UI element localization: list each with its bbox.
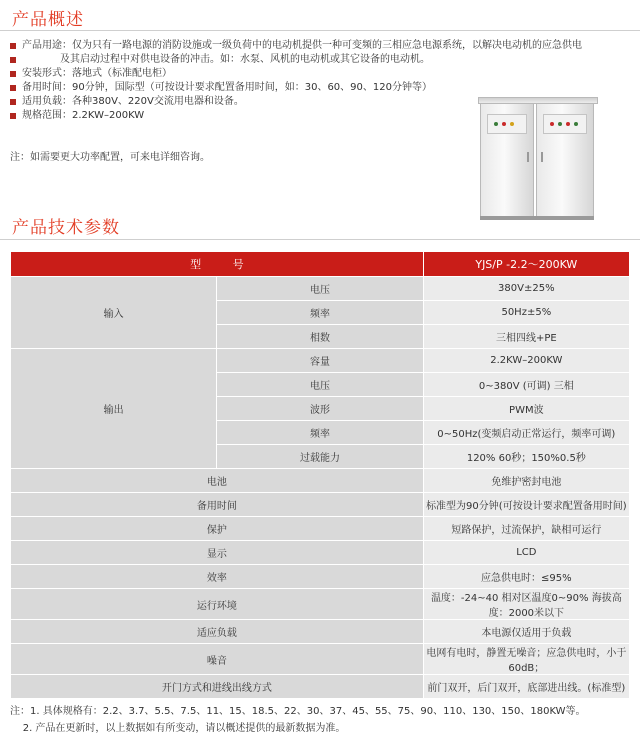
param-value: 免维护密封电池 xyxy=(423,469,629,493)
header-model-value: YJS/P -2.2～200KW xyxy=(423,252,629,277)
param-name: 过载能力 xyxy=(217,445,423,469)
table-row xyxy=(11,517,630,541)
table-row xyxy=(11,349,630,373)
table-row xyxy=(11,620,630,644)
table-row xyxy=(11,469,630,493)
group-output-label: 输出 xyxy=(11,349,217,469)
indicator-light xyxy=(550,122,554,126)
param-value: 应急供电时：≤95% xyxy=(423,565,629,589)
cabinet-right-door xyxy=(536,103,594,217)
table-row xyxy=(11,493,630,517)
power-cabinet-image xyxy=(478,97,598,222)
param-value: 380V±25% xyxy=(423,277,629,301)
cabinet-handle xyxy=(541,152,543,162)
header-model-label: 型 号 xyxy=(11,252,424,277)
overview-item-load: 适用负载：各种380V、220V交流用电器和设备。 xyxy=(10,95,620,109)
cabinet-left-door xyxy=(480,103,534,217)
table-row xyxy=(11,277,630,301)
indicator-light xyxy=(510,122,514,126)
indicator-light xyxy=(558,122,562,126)
cabinet-handle xyxy=(527,152,529,162)
indicator-light xyxy=(494,122,498,126)
param-name: 适应负载 xyxy=(11,620,424,644)
indicator-light xyxy=(566,122,570,126)
footnote-1: 注：1. 具体规格有：2.2、3.7、5.5、7.5、11、15、18.5、22、30、37、45、55、75、90、110、130、150、180KW等。 xyxy=(10,706,586,717)
cabinet-left-panel xyxy=(487,114,527,134)
spec-table xyxy=(10,251,630,699)
param-name: 电池 xyxy=(11,469,424,493)
param-value: 短路保护，过流保护，缺相可运行 xyxy=(423,517,629,541)
param-name: 效率 xyxy=(11,565,424,589)
specs-divider xyxy=(0,239,640,240)
param-name: 噪音 xyxy=(11,644,424,675)
footnote-2: 2. 产品在更新时，以上数据如有所变动，请以概述提供的最新数据为准。 xyxy=(10,723,346,734)
table-row xyxy=(11,675,630,699)
indicator-light xyxy=(574,122,578,126)
param-value: 电网有电时，静置无噪音；应急供电时，小于60dB； xyxy=(423,644,629,675)
table-row xyxy=(11,589,630,620)
table-header-row xyxy=(11,252,630,277)
param-name: 容量 xyxy=(217,349,423,373)
overview-item-install: 安装形式：落地式（标准配电柜） xyxy=(10,67,620,81)
overview-divider xyxy=(0,30,640,31)
param-name: 电压 xyxy=(217,373,423,397)
specs-title: 产品技术参数 xyxy=(12,218,120,238)
param-value: 0~50Hz(变频启动正常运行，频率可调) xyxy=(423,421,629,445)
param-value: 0~380V (可调) 三相 xyxy=(423,373,629,397)
param-value: 三相四线+PE xyxy=(423,325,629,349)
param-name: 显示 xyxy=(11,541,424,565)
param-name: 频率 xyxy=(217,301,423,325)
cabinet-base xyxy=(480,216,594,220)
table-row xyxy=(11,644,630,675)
param-name: 相数 xyxy=(217,325,423,349)
param-value: 2.2KW–200KW xyxy=(423,349,629,373)
overview-item-purpose-cont: 及其启动过程中对供电设备的冲击。如：水泵、风机的电动机或其它设备的电动机。 xyxy=(10,53,620,67)
param-value: 本电源仅适用于负载 xyxy=(423,620,629,644)
param-name: 电压 xyxy=(217,277,423,301)
param-name: 运行环境 xyxy=(11,589,424,620)
param-name: 开门方式和进线出线方式 xyxy=(11,675,424,699)
param-name: 备用时间 xyxy=(11,493,424,517)
cabinet-right-panel xyxy=(543,114,587,134)
overview-item-purpose: 产品用途：仅为只有一路电源的消防设施或一级负荷中的电动机提供一种可变频的三相应急电源系统，以解决电动机的应急供电 xyxy=(10,39,620,53)
param-value: 50Hz±5% xyxy=(423,301,629,325)
indicator-light xyxy=(502,122,506,126)
overview-note: 注：如需要更大功率配置，可来电详细咨询。 xyxy=(10,152,210,163)
param-value: LCD xyxy=(423,541,629,565)
table-row xyxy=(11,541,630,565)
param-name: 频率 xyxy=(217,421,423,445)
param-value: 标准型为90分钟(可按设计要求配置备用时间) xyxy=(423,493,629,517)
group-input-label: 输入 xyxy=(11,277,217,349)
overview-title: 产品概述 xyxy=(12,10,84,30)
param-name: 波形 xyxy=(217,397,423,421)
param-value: 温度：-24~40 相对区温度0~90% 海拔高度：2000米以下 xyxy=(423,589,629,620)
overview-item-range: 规格范围：2.2KW–200KW xyxy=(10,109,620,123)
param-value: 前门双开，后门双开，底部进出线。(标准型) xyxy=(423,675,629,699)
param-value: 120% 60秒；150%0.5秒 xyxy=(423,445,629,469)
param-name: 保护 xyxy=(11,517,424,541)
overview-item-backup: 备用时间：90分钟，国际型（可按设计要求配置备用时间，如：30、60、90、120分钟等） xyxy=(10,81,620,95)
table-row xyxy=(11,565,630,589)
param-value: PWM波 xyxy=(423,397,629,421)
